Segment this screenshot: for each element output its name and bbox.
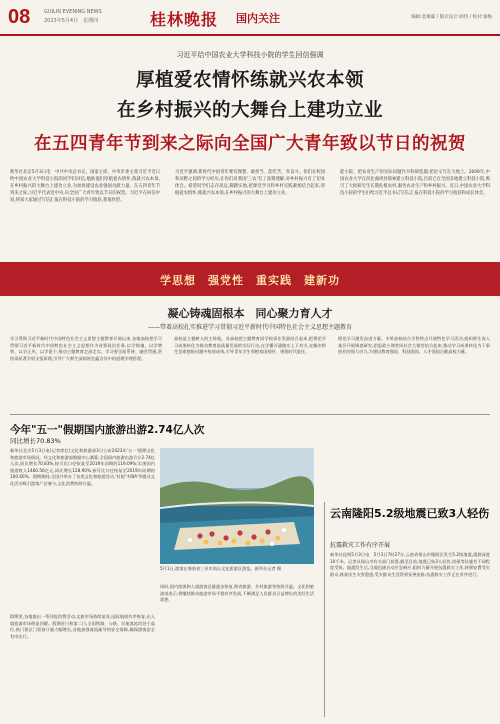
banner-slogan: 学思想 强党性 重实践 建新功 xyxy=(160,274,340,287)
commentary-body xyxy=(10,336,490,414)
quake-story-box xyxy=(324,502,494,717)
quake-headline: 云南隆阳5.2级地震已致3人轻伤 xyxy=(330,507,490,520)
tourism-photo xyxy=(160,448,314,564)
commentary-col-3: 理论学习激发奋进力量。多所高校结合学科特点开展特色学习活动,组织师生深入基层开展调查研究,把思政小课堂同社会大课堂结合起来,推动学习成果转化为干事创业的强大动力,为建设教育强国、科技强国、人才强国贡献高校力量。 xyxy=(338,336,490,355)
quake-col-1: 新华社昆明5月3日电 5月3日7时27分,云南省保山市隆阳区发生5.2级地震,震源深度10千米。记者从保山市有关部门获悉,截至目前,地震已致3人轻伤,房屋等设施有不同程度受损。地震发生后,当地迅速启动应急响应,组织力量开展抗震救灾工作,转移安置受灾群众,排查次生灾害隐患,受灾群众生活得到妥善安排,抗震救灾工作正在有序进行。 xyxy=(330,552,490,577)
photo-caption: 5月1日,游客在海南省三亚市南山文化旅游区游览。新华社记者 摄 xyxy=(160,566,282,571)
commentary-headline: 凝心铸魂固根本 同心聚力育人才 xyxy=(167,307,333,320)
masthead-logo: 桂林晚报 xyxy=(150,10,219,29)
holiday-col-2: 假期里,各地推出一系列促消费活动,文旅市场持续复苏,国际航线有序恢复,出入境旅游市场明显回暖。假期首日和第二日,全国铁路、公路、民航客流均处于高位,热门景区门票预订量大幅增长,各地加强客流疏导和安全保障,确保游客安全有序出行。 xyxy=(10,614,155,639)
tourism-photo-image xyxy=(160,448,314,564)
lead-col-1: 新华社北京5月3日电 中共中央总书记、国家主席、中央军委主席习近平近日给中国农业大学科技小院的同学们回信,勉励他们厚植爱农情怀,练就兴农本领,在乡村振兴的大舞台上建功立业,为加快建设农业强国贡献力量。在五四青年节到来之际,习近平代表党中央,向全国广大青年致以节日的祝贺。习近平在回信中说,得知大家通过写信汇报在科技小院的学习收获,我很欣慰。 xyxy=(10,170,160,203)
holiday-headline: 今年"五一"假期国内旅游出游2.74亿人次 xyxy=(10,424,205,436)
section-title: 国内关注 xyxy=(236,12,280,25)
page-header xyxy=(0,0,500,36)
lead-headline-2: 在乡村振兴的大舞台上建功立业 xyxy=(116,100,383,121)
header-credits: 编辑:莫俊霖 / 版式设计:胡伟 / 校对:秦梅 xyxy=(411,15,492,20)
commentary-col-1: 学习贯彻习近平新时代中国特色社会主义思想主题教育开展以来,各地高校把学习贯彻习近平新时代中国特色社会主义思想作为首要政治任务,以学铸魂、以学增智、以学正风、以学促干,推动主题教育走深走实。学习要全面系统、融会贯通,坚持读原著学原文悟原理,引导广大师生深刻领会蕴含其中的道理学理哲理。 xyxy=(10,336,162,361)
holiday-subtitle: 同比增长70.83% xyxy=(10,437,61,445)
lead-kicker: 习近平给中国农业大学科技小院的学生回信强调 xyxy=(176,51,324,59)
edition-name: GUILIN EVENING NEWS xyxy=(44,9,102,15)
lead-col-3: 能小院。把农业生产的实际问题作为科研选题,把论文写在大地上。2009年,中国农业大学在河北曲周县探索建立科技小院,目前已在全国多地建立科技小院,吸引了大批研究生长期扎根农村,服务农业生产和乡村振兴。近日,中国农业大学科技小院的学生们给习近平总书记写信,汇报在科技小院的学习收获和成长体会。 xyxy=(340,170,490,196)
lead-headline-3: 在五四青年节到来之际向全国广大青年致以节日的祝贺 xyxy=(34,134,466,154)
section-divider xyxy=(10,414,490,415)
quake-subtitle: 抗震救灾工作有序开展 xyxy=(330,542,391,549)
campaign-banner xyxy=(0,262,500,296)
edition-info xyxy=(44,8,102,26)
lead-article-body xyxy=(10,170,490,260)
commentary-subtitle: ——带着高校扎实推进学习贯彻习近平新时代中国特色社会主义思想主题教育 xyxy=(147,324,352,331)
lead-col-2: 习近平强调,新时代中国青年要有理想、敢担当、能吃苦、肯奋斗。你们在校园和田野之间的学习经历,让你们对我国'三农'有了深刻理解,对乡村振兴有了切身体会。希望同学们志存高远,脚踏实地,把课堂学习和乡村实践紧密结合起来,厚植爱农情怀,练就兴农本领,在乡村振兴的大舞台上建功立业。 xyxy=(175,170,325,196)
commentary-col-2: 高校是立德树人的主阵地。各高校把主题教育同学校事业发展结合起来,把理论学习成果转化为推动教育高质量发展的实际行动,在学懂弄通做实上下功夫,在解决师生急难愁盼问题中检验成效,引导青年学生厚植家国情怀、勇担时代重任。 xyxy=(174,336,326,355)
lead-headline-1: 厚植爱农情怀练就兴农本领 xyxy=(135,70,364,91)
issue-date: 2023年5月4日 星期四 xyxy=(44,18,99,24)
holiday-col-1: 新华社北京5月3日电(记者徐壮)文化和旅游部3日公布2023年'五一'假期文化和旅游市场情况。经文化和旅游部数据中心测算,全国国内旅游出游合计2.74亿人次,同比增长70.83%,按可比口径恢复至2019年同期的119.09%;实现国内旅游收入1480.56亿元,同比增长128.90%,按可比口径恢复至2019年同期的100.66%。假期期间,全国共举办了各类文化和旅游活动,'村超''村BA'等群众文化活动吸引游客广泛参与,文化消费持续升温。 xyxy=(10,448,155,486)
holiday-col-3: 同时,国内游客和入境游客总量逐步恢复,跨省旅游、乡村旅游等持续升温。文化和旅游部表示,将继续推动旅游市场平稳有序发展,不断满足人民群众日益增长的美好生活需要。 xyxy=(160,584,314,603)
page-number: 08 xyxy=(8,6,31,28)
